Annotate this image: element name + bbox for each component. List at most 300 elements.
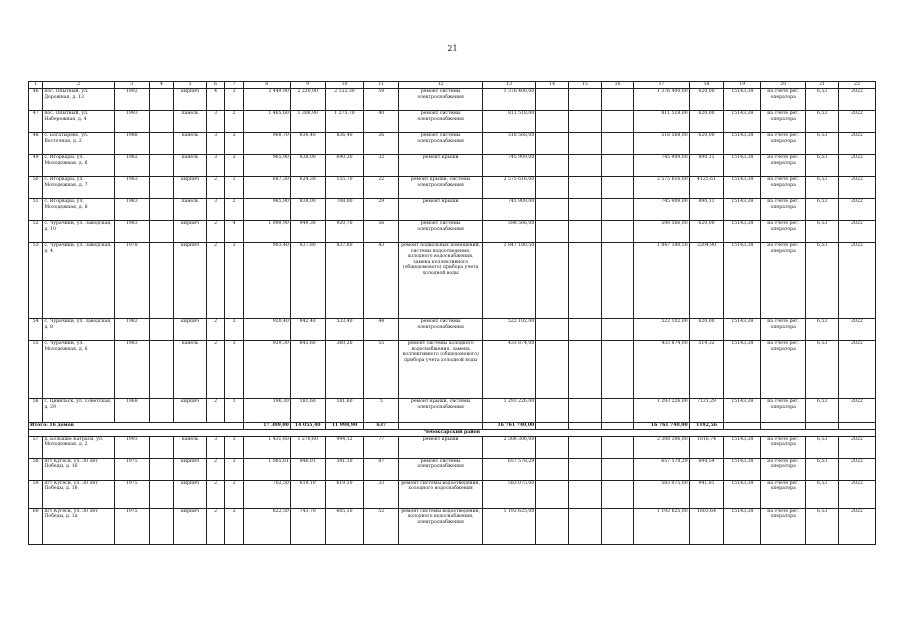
cell-c22: 2022	[838, 243, 875, 319]
cell-a9: 842,40	[290, 319, 325, 341]
cell-c13: 518 568,00	[483, 133, 536, 155]
cell-fl: 4	[206, 89, 224, 111]
cell-c19: 15143,38	[724, 199, 761, 221]
cell-en: 1	[225, 177, 243, 199]
cell-a8: 2 449,90	[243, 89, 290, 111]
column-number: 8	[243, 82, 290, 89]
cell-c18: 514,32	[689, 341, 724, 399]
cell-en: 1	[225, 399, 243, 423]
cell-empty	[536, 111, 569, 133]
cell-empty	[536, 399, 569, 423]
column-number: 1	[29, 82, 43, 89]
cell-c22: 2022	[838, 341, 875, 399]
cell-c21: 6,53	[806, 177, 839, 199]
cell-n: 48	[29, 133, 43, 155]
cell-res: 77	[364, 436, 399, 458]
cell-c13: 522 102,00	[483, 319, 536, 341]
cell-c13: 657 578,29	[483, 458, 536, 480]
cell-en: 3	[225, 341, 243, 399]
cell-c21: 6,53	[806, 133, 839, 155]
cell-n: 57	[29, 436, 43, 458]
cell-empty	[568, 133, 601, 155]
cell-n: 56	[29, 399, 43, 423]
cell-c13: 1 192 625,00	[483, 508, 536, 544]
cell-c13: 745 909,00	[483, 199, 536, 221]
cell-res: 44	[364, 319, 399, 341]
cell-c17: 518 568,00	[634, 133, 689, 155]
cell-c20: на счете рег. оператора	[761, 111, 806, 133]
cell-empty	[601, 423, 634, 430]
column-number: 13	[483, 82, 536, 89]
column-number: 6	[206, 82, 224, 89]
cell-empty	[536, 319, 569, 341]
total-living-area: 14 055,40	[290, 423, 325, 430]
cell-addr: с. Чурачики, ул. Заводская, д. 8	[43, 319, 115, 341]
cell-mat: панель	[174, 155, 207, 177]
cell-year: 1975	[114, 508, 149, 544]
cell-res: 29	[364, 199, 399, 221]
cell-a9: 836,40	[290, 133, 325, 155]
cell-a8: 1 090,90	[243, 221, 290, 243]
cell-a8: 822,50	[243, 508, 290, 544]
cell-addr: пгт Кугеси, ул. 30 лет Победы, д. 18	[43, 480, 115, 508]
cell-c19: 15143,38	[724, 458, 761, 480]
cell-empty	[536, 458, 569, 480]
cell-addr: г. Цивильск, ул. Советская, д. 29	[43, 399, 115, 423]
cell-year: 1983	[114, 221, 149, 243]
cell-empty	[536, 199, 569, 221]
cell-empty	[536, 155, 569, 177]
total-cost: 16 761 740,00	[483, 423, 536, 430]
column-number: 21	[806, 82, 839, 89]
cell-c18: 620,00	[689, 89, 724, 111]
table-row	[29, 243, 876, 319]
cell-c21: 6,53	[806, 155, 839, 177]
cell-n: 51	[29, 199, 43, 221]
cell-res: 87	[364, 458, 399, 480]
total-residents: 637	[364, 423, 399, 430]
cell-c17: 1 192 625,00	[634, 508, 689, 544]
cell-a10: 1 275,70	[325, 111, 364, 133]
cell-a9: 2 220,90	[290, 89, 325, 111]
cell-c18: 620,00	[689, 111, 724, 133]
cell-res: 40	[364, 111, 399, 133]
cell-c21: 6,53	[806, 221, 839, 243]
cell-empty	[536, 89, 569, 111]
cell-addr: с. Чурачики, ул. Заводская, д. 4	[43, 243, 115, 319]
cell-empty	[536, 177, 569, 199]
cell-empty	[568, 458, 601, 480]
cell-a9: 838,00	[290, 155, 325, 177]
cell-empty	[536, 341, 569, 399]
cell-res: 26	[364, 133, 399, 155]
cell-mat: кирпич	[174, 480, 207, 508]
cell-c21: 6,53	[806, 111, 839, 133]
cell-work: ремонт системы электроснабжения	[399, 111, 483, 133]
cell-en: 2	[225, 480, 243, 508]
cell-c20: на счете рег. оператора	[761, 436, 806, 458]
table-row	[29, 177, 876, 199]
cell-c19: 15143,38	[724, 341, 761, 399]
cell-empty	[568, 319, 601, 341]
cell-mat: панель	[174, 111, 207, 133]
cell-c22: 2022	[838, 155, 875, 177]
cell-fl: 2	[206, 458, 224, 480]
cell-c20: на счете рег. оператора	[761, 89, 806, 111]
cell-n: 58	[29, 458, 43, 480]
cell-empty	[149, 508, 174, 544]
cell-empty	[149, 436, 174, 458]
cell-empty	[149, 243, 174, 319]
cell-work: ремонт крыши	[399, 155, 483, 177]
cell-empty	[568, 436, 601, 458]
column-number: 16	[601, 82, 634, 89]
column-number: 2	[43, 82, 115, 89]
cell-c20: на счете рег. оператора	[761, 177, 806, 199]
cell-empty	[601, 399, 634, 423]
cell-mat: кирпич	[174, 458, 207, 480]
cell-empty	[149, 480, 174, 508]
cell-empty	[761, 423, 806, 430]
column-number: 15	[568, 82, 601, 89]
cell-c17: 433 874,00	[634, 341, 689, 399]
cell-year: 1983	[114, 177, 149, 199]
cell-fl: 3	[206, 155, 224, 177]
cell-res: 59	[364, 89, 399, 111]
cell-mat: панель	[174, 133, 207, 155]
cell-empty	[601, 436, 634, 458]
cell-work: ремонт крыши, системы электроснабжения	[399, 177, 483, 199]
cell-en: 2	[225, 508, 243, 544]
cell-n: 59	[29, 480, 43, 508]
cell-a10: 2 122,30	[325, 89, 364, 111]
cell-c13: 598 566,00	[483, 221, 536, 243]
cell-a9: 181,60	[290, 399, 325, 423]
cell-c19: 15143,38	[724, 508, 761, 544]
cell-year: 1968	[114, 399, 149, 423]
cell-c22: 2022	[838, 319, 875, 341]
cell-c20: на счете рег. оператора	[761, 243, 806, 319]
cell-res: 43	[364, 243, 399, 319]
cell-a9: 949,30	[290, 221, 325, 243]
cell-c13: 745 909,00	[483, 155, 536, 177]
cell-c21: 6,53	[806, 199, 839, 221]
cell-empty	[601, 221, 634, 243]
table-row	[29, 341, 876, 399]
cell-c17: 2 308 306,00	[634, 436, 689, 458]
cell-n: 54	[29, 319, 43, 341]
cell-c19: 15143,38	[724, 319, 761, 341]
cell-c18: 694,54	[689, 458, 724, 480]
cell-c21: 6,53	[806, 508, 839, 544]
cell-year: 1983	[114, 341, 149, 399]
cell-a9: 946,01	[290, 458, 325, 480]
cell-empty	[568, 221, 601, 243]
cell-a9: 624,30	[290, 177, 325, 199]
table-row	[29, 480, 876, 508]
cell-work: ремонт системы водоотведения, холодного водоснабжения	[399, 480, 483, 508]
cell-empty	[724, 423, 761, 430]
cell-c13: 583 075,00	[483, 480, 536, 508]
cell-a9: 743,70	[290, 508, 325, 544]
column-number: 14	[536, 82, 569, 89]
table-row	[29, 111, 876, 133]
cell-empty	[149, 319, 174, 341]
cell-n: 49	[29, 155, 43, 177]
cell-work: ремонт крыши	[399, 436, 483, 458]
cell-c13: 2 308 306,00	[483, 436, 536, 458]
cell-c19: 15143,38	[724, 221, 761, 243]
cell-empty	[601, 111, 634, 133]
cell-c18: 1603,64	[689, 508, 724, 544]
column-number: 22	[838, 82, 875, 89]
cell-c21: 6,53	[806, 436, 839, 458]
cell-c20: на счете рег. оператора	[761, 133, 806, 155]
cell-empty	[601, 341, 634, 399]
cell-work: ремонт системы электроснабжения	[399, 89, 483, 111]
cell-a8: 903,40	[243, 243, 290, 319]
cell-empty	[568, 243, 601, 319]
cell-a10: 155,70	[325, 177, 364, 199]
cell-c19: 15143,38	[724, 111, 761, 133]
cell-mat: панель	[174, 436, 207, 458]
cell-year: 1975	[114, 458, 149, 480]
cell-c19: 15143,38	[724, 436, 761, 458]
cell-work: ремонт системы электроснабжения	[399, 133, 483, 155]
total-label: Итого: 16 домов	[29, 423, 244, 430]
cell-fl: 2	[206, 221, 224, 243]
cell-empty	[601, 243, 634, 319]
cell-c13: 1 847 180,50	[483, 243, 536, 319]
cell-empty	[568, 111, 601, 133]
cell-year: 1992	[114, 89, 149, 111]
column-number: 17	[634, 82, 689, 89]
cell-mat: кирпич	[174, 399, 207, 423]
cell-a8: 1 465,60	[243, 111, 290, 133]
cell-c18: 620,00	[689, 319, 724, 341]
total-unit-cost: 1192,56	[689, 423, 724, 430]
cell-c22: 2022	[838, 177, 875, 199]
cell-mat: кирпич	[174, 89, 207, 111]
cell-empty	[399, 423, 483, 430]
cell-c19: 15143,38	[724, 399, 761, 423]
cell-en: 3	[225, 319, 243, 341]
cell-work: ремонт крыши	[399, 199, 483, 221]
cell-c18: 2204,90	[689, 243, 724, 319]
cell-mat: панель	[174, 341, 207, 399]
cell-a10: 181,60	[325, 399, 364, 423]
cell-c13: 811 518,00	[483, 111, 536, 133]
cell-addr: с. Игорвары, ул. Молодежная, д. 7	[43, 177, 115, 199]
cell-addr: с. Чурачики, ул. Молодежная, д. 6	[43, 341, 115, 399]
cell-c22: 2022	[838, 480, 875, 508]
column-number: 3	[114, 82, 149, 89]
page-number: 21	[447, 44, 458, 53]
cell-c19: 15143,38	[724, 89, 761, 111]
cell-empty	[601, 155, 634, 177]
cell-fl: 2	[206, 480, 224, 508]
cell-c18: 4125,61	[689, 177, 724, 199]
cell-empty	[601, 89, 634, 111]
cell-a10: 708,00	[325, 199, 364, 221]
cell-a10: 994,12	[325, 436, 364, 458]
cell-n: 53	[29, 243, 43, 319]
column-number: 10	[325, 82, 364, 89]
cell-empty	[536, 243, 569, 319]
cell-c17: 811 518,00	[634, 111, 689, 133]
cell-c22: 2022	[838, 221, 875, 243]
cell-a10: 533,40	[325, 319, 364, 341]
cell-c18: 1816,74	[689, 436, 724, 458]
cell-en: 3	[225, 243, 243, 319]
cell-empty	[149, 221, 174, 243]
table-row	[29, 399, 876, 423]
cell-addr: пгт Кугеси, ул. 30 лет Победы, д. 16	[43, 458, 115, 480]
cell-c17: 745 909,00	[634, 155, 689, 177]
cell-year: 1993	[114, 436, 149, 458]
cell-empty	[149, 155, 174, 177]
cell-empty	[601, 458, 634, 480]
cell-year: 1988	[114, 133, 149, 155]
cell-res: 52	[364, 508, 399, 544]
cell-a8: 687,30	[243, 177, 290, 199]
cell-en: 2	[225, 111, 243, 133]
cell-fl: 2	[206, 319, 224, 341]
cell-c20: на счете рег. оператора	[761, 199, 806, 221]
cell-empty	[601, 319, 634, 341]
cell-work: ремонт системы электроснабжения	[399, 319, 483, 341]
cell-empty	[149, 89, 174, 111]
cell-c22: 2022	[838, 199, 875, 221]
cell-a9: 843,60	[290, 341, 325, 399]
cell-res: 33	[364, 480, 399, 508]
column-number: 11	[364, 82, 399, 89]
column-number: 9	[290, 82, 325, 89]
cell-fl: 3	[206, 133, 224, 155]
cell-c17: 598 566,00	[634, 221, 689, 243]
total-private-area: 11 998,90	[325, 423, 364, 430]
cell-empty	[149, 341, 174, 399]
cell-addr: с. Богатырево, ул. Восточная, д. 2	[43, 133, 115, 155]
cell-empty	[568, 399, 601, 423]
cell-c21: 6,53	[806, 480, 839, 508]
cell-n: 55	[29, 341, 43, 399]
cell-mat: кирпич	[174, 319, 207, 341]
cell-c13: 1 293 226,00	[483, 399, 536, 423]
cell-a10: 920,70	[325, 221, 364, 243]
cell-c19: 15143,38	[724, 480, 761, 508]
table-row	[29, 319, 876, 341]
cell-a8: 196,30	[243, 399, 290, 423]
district-row	[29, 429, 876, 436]
cell-empty	[568, 177, 601, 199]
cell-empty	[568, 89, 601, 111]
cell-c18: 890,11	[689, 155, 724, 177]
cell-res: 55	[364, 341, 399, 399]
cell-c20: на счете рег. оператора	[761, 221, 806, 243]
cell-c17: 583 075,00	[634, 480, 689, 508]
cell-a10: 619,10	[325, 480, 364, 508]
cell-year: 1978	[114, 243, 149, 319]
cell-a9: 837,80	[290, 243, 325, 319]
total-row	[29, 423, 876, 430]
cell-work: ремонт системы электроснабжения	[399, 221, 483, 243]
cell-n: 46	[29, 89, 43, 111]
cell-a8: 929,30	[243, 341, 290, 399]
cell-a10: 690,30	[325, 155, 364, 177]
cell-c22: 2022	[838, 399, 875, 423]
cell-year: 1975	[114, 480, 149, 508]
column-number: 18	[689, 82, 724, 89]
cell-mat: кирпич	[174, 221, 207, 243]
cell-c22: 2022	[838, 508, 875, 544]
cell-n: 50	[29, 177, 43, 199]
cell-en: 3	[225, 458, 243, 480]
cell-a8: 968,70	[243, 133, 290, 155]
cell-empty	[601, 133, 634, 155]
cell-en: 3	[225, 89, 243, 111]
cell-c18: 620,00	[689, 221, 724, 243]
cell-empty	[568, 199, 601, 221]
cell-c21: 6,53	[806, 89, 839, 111]
cell-c20: на счете рег. оператора	[761, 458, 806, 480]
cell-empty	[149, 458, 174, 480]
cell-a9: 1 308,90	[290, 111, 325, 133]
cell-empty	[601, 480, 634, 508]
table-row	[29, 221, 876, 243]
cell-fl: 3	[206, 199, 224, 221]
cell-mat: кирпич	[174, 177, 207, 199]
cell-a10: 837,80	[325, 243, 364, 319]
cell-c20: на счете рег. оператора	[761, 319, 806, 341]
cell-c22: 2022	[838, 458, 875, 480]
cell-year: 1982	[114, 319, 149, 341]
cell-addr: д. Большие Катраси, ул. Молодежная, д. 2	[43, 436, 115, 458]
cell-c17: 2 575 616,00	[634, 177, 689, 199]
cell-addr: пос. Опытный, ул. Дорожная, д. 13	[43, 89, 115, 111]
cell-a8: 920,40	[243, 319, 290, 341]
cell-empty	[149, 199, 174, 221]
cell-c13: 2 575 616,00	[483, 177, 536, 199]
cell-c17: 657 578,29	[634, 458, 689, 480]
table-row	[29, 508, 876, 544]
cell-c13: 1 376 400,00	[483, 89, 536, 111]
cell-addr: пгт Кугеси, ул. 30 лет Победы, д. 1а	[43, 508, 115, 544]
table-row	[29, 133, 876, 155]
column-number: 7	[225, 82, 243, 89]
cell-a8: 965,90	[243, 155, 290, 177]
cell-a8: 1 431,60	[243, 436, 290, 458]
column-number: 20	[761, 82, 806, 89]
cell-fl: 3	[206, 111, 224, 133]
cell-c18: 890,11	[689, 199, 724, 221]
cell-empty	[568, 423, 601, 430]
cell-empty	[149, 111, 174, 133]
cell-empty	[568, 155, 601, 177]
cell-empty	[806, 423, 839, 430]
cell-empty	[536, 508, 569, 544]
cell-work: ремонт системы водоотведения, холодного водоснабжения, электроснабжения	[399, 508, 483, 544]
cell-res: 5	[364, 399, 399, 423]
column-number: 12	[399, 82, 483, 89]
cell-empty	[601, 199, 634, 221]
cell-c21: 6,53	[806, 319, 839, 341]
column-number: 19	[724, 82, 761, 89]
cell-empty	[536, 423, 569, 430]
cell-res: 22	[364, 177, 399, 199]
cell-c18: 7121,29	[689, 399, 724, 423]
cell-c20: на счете рег. оператора	[761, 341, 806, 399]
